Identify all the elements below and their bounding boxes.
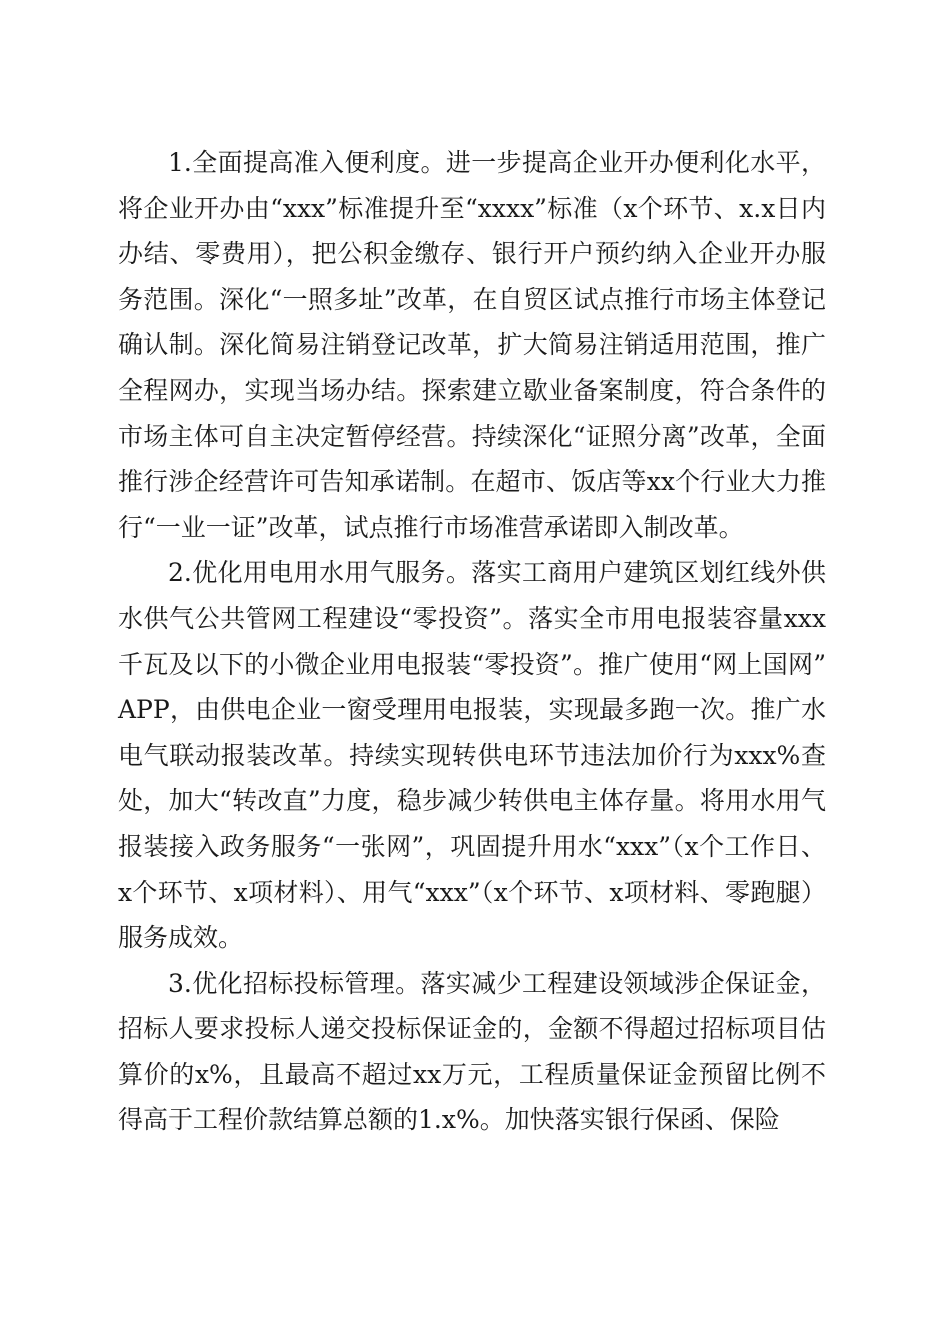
paragraph-utility-services: 2.优化用电用水用气服务。落实工商用户建筑区划红线外供水供气公共管网工程建设“零投资”。落实全市用电报装容量xxx千瓦及以下的小微企业用电报装“零投资”。推广使用“网上国网”APP，由供电企业一窗受理用电报装，实现最多跑一次。推广水电气联动报装改革。持续实现转供电环节违法加价行为xxx%查处，加大“转改直”力度，稳步减少转供电主体存量。将用水用气报装接入政务服务“一张网”，巩固提升用水“xxx”（x个工作日、x个环节、x项材料）、用气“xxx”（x个环节、x项材料、零跑腿）服务成效。 — [118, 558, 826, 953]
paragraph-bidding-management: 3.优化招标投标管理。落实减少工程建设领域涉企保证金，招标人要求投标人递交投标保证金的，金额不得超过招标项目估算价的x%，且最高不超过xx万元，工程质量保证金预留比例不得高于工程价款结算总额的1.x%。加快落实银行保函、保险 — [118, 968, 826, 1135]
paragraph-access-convenience: 1.全面提高准入便利度。进一步提高企业开办便利化水平，将企业开办由“xxx”标准提升至“xxxx”标准（x个环节、x.x日内办结、零费用），把公积金缴存、银行开户预约纳入企业开办服务范围。深化“一照多址”改革，在自贸区试点推行市场主体登记确认制。深化简易注销登记改革，扩大简易注销适用范围，推广全程网办，实现当场办结。探索建立歇业备案制度，符合条件的市场主体可自主决定暂停经营。持续深化“证照分离”改革，全面推行涉企经营许可告知承诺制。在超市、饭店等xx个行业大力推行“一业一证”改革，试点推行市场准营承诺即入制改革。 — [118, 148, 826, 542]
document-body — [118, 140, 826, 1143]
